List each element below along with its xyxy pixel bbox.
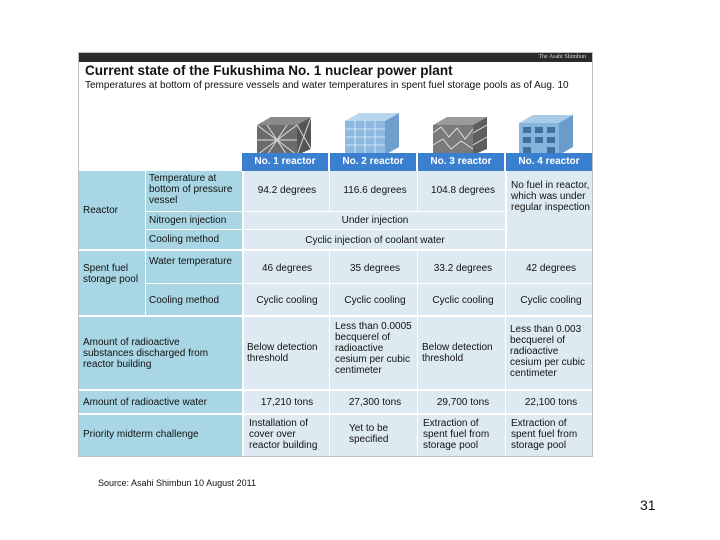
water-temp-no3: 33.2 degrees: [433, 263, 493, 274]
fukushima-infographic: [78, 52, 593, 457]
separator-line: [79, 413, 592, 415]
column-header-no2: No. 2 reactor: [330, 153, 416, 171]
separator-line: [329, 251, 330, 456]
challenge-no3: Extraction of spent fuel from storage pool: [423, 418, 490, 451]
reactor-4-building-illustration: [515, 109, 577, 155]
challenge-no4: Extraction of spent fuel from storage pool: [511, 418, 578, 451]
challenge-no1: Installation of cover over reactor building: [249, 418, 318, 451]
discharge-no1: Below detection threshold: [247, 342, 318, 364]
pool-cooling-no3: Cyclic cooling: [432, 295, 494, 306]
separator-line: [79, 315, 592, 317]
row-group-label-spent-fuel-pool: Spent fuel storage pool: [83, 263, 139, 285]
figure-subtitle: Temperatures at bottom of pressure vessels and water temperatures in spent fuel storage pools as of Aug. 10: [85, 80, 569, 91]
discharge-no4: Less than 0.003 becquerel of radioactive cesium per cubic centimeter: [510, 324, 586, 379]
water-no1: 17,210 tons: [260, 397, 314, 408]
row-label-nitrogen-injection: Nitrogen injection: [149, 215, 227, 226]
separator-line: [145, 229, 508, 230]
pool-cooling-no1: Cyclic cooling: [256, 295, 318, 306]
pool-cooling-no2: Cyclic cooling: [344, 295, 406, 306]
top-bar: [79, 53, 592, 62]
credit-text: The Asahi Shimbun: [538, 54, 586, 60]
water-no3: 29,700 tons: [436, 397, 490, 408]
challenge-no2: Yet to be specified: [349, 423, 389, 445]
row-group-label-reactor: Reactor: [83, 205, 119, 216]
column-header-no4: No. 4 reactor: [506, 153, 592, 171]
separator-line: [145, 211, 508, 212]
water-temp-no4: 42 degrees: [525, 263, 577, 274]
row-label-temperature: Temperature at bottom of pressure vessel: [149, 173, 233, 206]
column-header-no1: No. 1 reactor: [242, 153, 328, 171]
water-temp-no1: 46 degrees: [261, 263, 313, 274]
separator-line: [505, 171, 507, 251]
source-caption: Source: Asahi Shimbun 10 August 2011: [98, 478, 256, 488]
reactor-3-building-illustration: [429, 109, 491, 155]
water-no2: 27,300 tons: [348, 397, 402, 408]
separator-line: [242, 171, 244, 456]
discharge-no3: Below detection threshold: [422, 342, 493, 364]
separator-line: [79, 249, 592, 251]
page-number: 31: [640, 497, 656, 513]
separator-line: [145, 171, 146, 315]
temp-no1: 94.2 degrees: [257, 185, 317, 196]
cooling-value: Cyclic injection of coolant water: [305, 235, 445, 246]
pool-cooling-no4: Cyclic cooling: [520, 295, 582, 306]
water-temp-no2: 35 degrees: [349, 263, 401, 274]
water-no4: 22,100 tons: [524, 397, 578, 408]
no4-reactor-note: No fuel in reactor, which was under regular inspection: [511, 180, 590, 213]
row-label-pool-cooling-method: Cooling method: [149, 295, 220, 306]
column-header-no3: No. 3 reactor: [418, 153, 504, 171]
row-label-cooling-method: Cooling method: [149, 234, 220, 245]
row-label-water-temperature: Water temperature: [149, 256, 232, 267]
separator-line: [79, 389, 592, 391]
row-label-discharge: Amount of radioactive substances discharged from reactor building: [83, 337, 209, 370]
nitrogen-value: Under injection: [341, 215, 409, 226]
separator-line: [505, 251, 506, 456]
row-label-radioactive-water: Amount of radioactive water: [83, 397, 207, 408]
separator-line: [145, 283, 592, 284]
temp-no3: 104.8 degrees: [431, 185, 495, 196]
separator-line: [417, 171, 418, 212]
separator-line: [329, 171, 330, 212]
row-label-midterm-challenge: Priority midterm challenge: [83, 429, 199, 440]
reactor-1-building-illustration: [253, 109, 315, 155]
figure-title: Current state of the Fukushima No. 1 nuclear power plant: [85, 63, 453, 78]
reactor-2-building-illustration: [341, 109, 403, 155]
discharge-no2: Less than 0.0005 becquerel of radioactive cesium per cubic centimeter: [335, 321, 412, 376]
separator-line: [417, 251, 418, 456]
temp-no2: 116.6 degrees: [343, 185, 407, 196]
